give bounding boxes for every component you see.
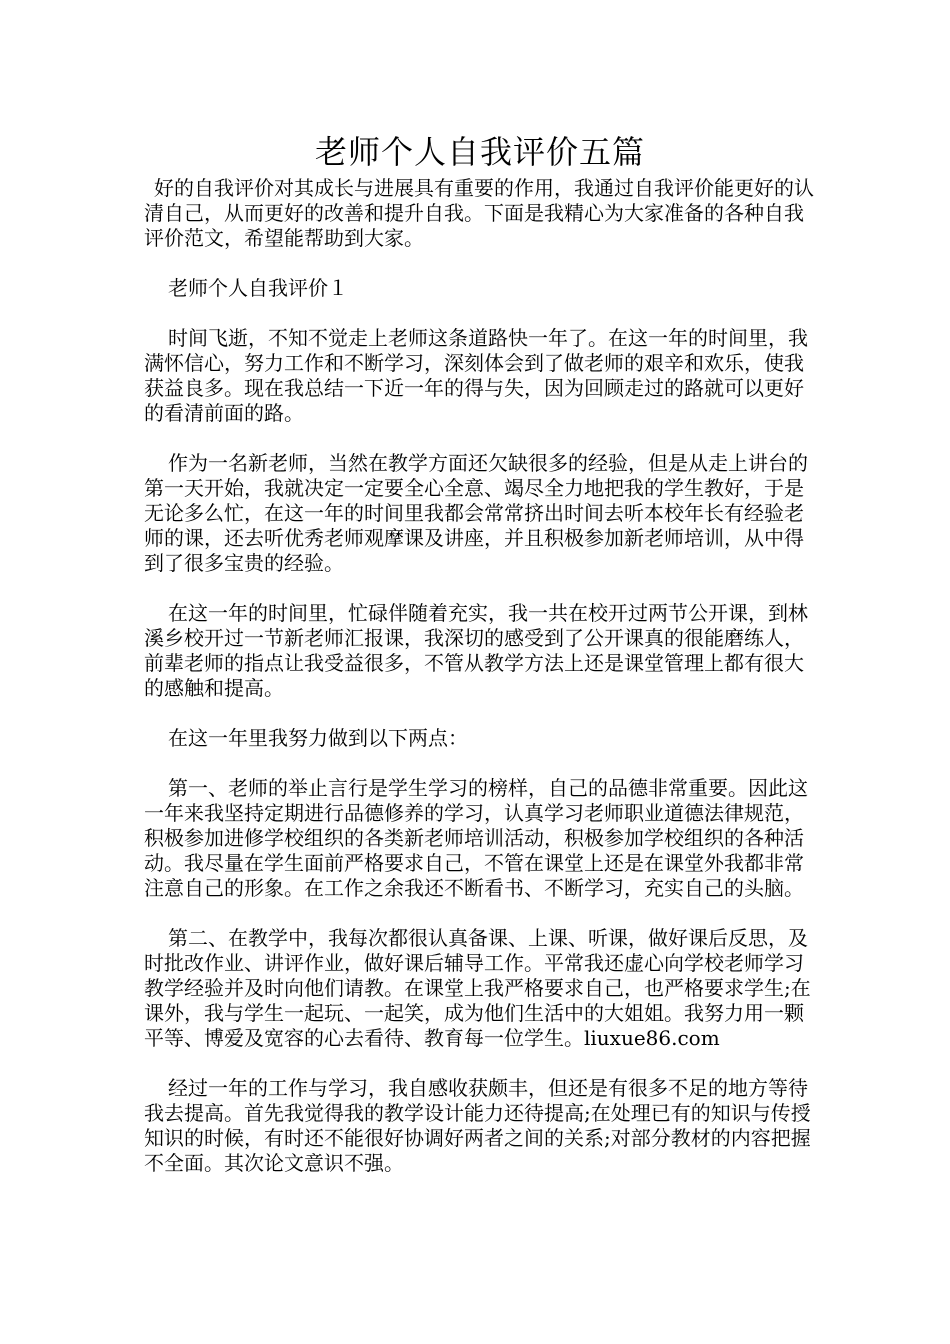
body-paragraph: 第二、在教学中，我每次都很认真备课、上课、听课，做好课后反思，及时批改作业、讲评作业，做好课后辅导工作。平常我还虚心向学校老师学习教学经验并及时向他们请教。在课堂上我严格要求自己，也严格要求学生;在课外，我与学生一起玩、一起笑，成为他们生活中的大姐姐。我努力用一颗平等、博爱及宽容的心去看待、教育每一位学生。liuxue86.com: [144, 926, 811, 1050]
body-paragraph: 经过一年的工作与学习，我自感收获颇丰，但还是有很多不足的地方等待我去提高。首先我觉得我的教学设计能力还待提高;在处理已有的知识与传授知识的时候，有时还不能很好协调好两者之间的关系;对部分教材的内容把握不全面。其次论文意识不强。: [144, 1076, 811, 1175]
document-content: [144, 128, 816, 1201]
section-heading: 老师个人自我评价１: [168, 276, 348, 300]
body-paragraph: 作为一名新老师，当然在教学方面还欠缺很多的经验，但是从走上讲台的第一天开始，我就决定一定要全心全意、竭尽全力地把我的学生教好，于是无论多么忙，在这一年的时间里我都会常常挤出时间去听本校年长有经验老师的课，还去听优秀老师观摩课及讲座，并且积极参加新老师培训，从中得到了很多宝贵的经验。: [144, 451, 808, 575]
body-paragraph: 在这一年里我努力做到以下两点：: [168, 726, 468, 750]
body-paragraph: 时间飞逝，不知不觉走上老师这条道路快一年了。在这一年的时间里，我满怀信心，努力工作和不断学习，深刻体会到了做老师的艰辛和欢乐，使我获益良多。现在我总结一下近一年的得与失，因为回顾走过的路就可以更好的看清前面的路。: [144, 326, 808, 425]
document-title: 老师个人自我评价五篇: [314, 133, 645, 171]
body-paragraph: 在这一年的时间里，忙碌伴随着充实，我一共在校开过两节公开课，到林溪乡校开过一节新老师汇报课，我深切的感受到了公开课真的很能磨练人，前辈老师的指点让我受益很多，不管从教学方法上还是课堂管理上都有很大的感触和提高。: [144, 601, 808, 700]
body-paragraph: 第一、老师的举止言行是学生学习的榜样，自己的品德非常重要。因此这一年来我坚持定期进行品德修养的学习，认真学习老师职业道德法律规范，积极参加进修学校组织的各类新老师培训活动，积极参加学校组织的各种活动。我尽量在学生面前严格要求自己，不管在课堂上还是在课堂外我都非常注意自己的形象。在工作之余我还不断看书、不断学习，充实自己的头脑。: [144, 776, 808, 900]
intro-paragraph: 好的自我评价对其成长与进展具有重要的作用，我通过自我评价能更好的认清自己，从而更好的改善和提升自我。下面是我精心为大家准备的各种自我评价范文，希望能帮助到大家。: [144, 176, 814, 250]
